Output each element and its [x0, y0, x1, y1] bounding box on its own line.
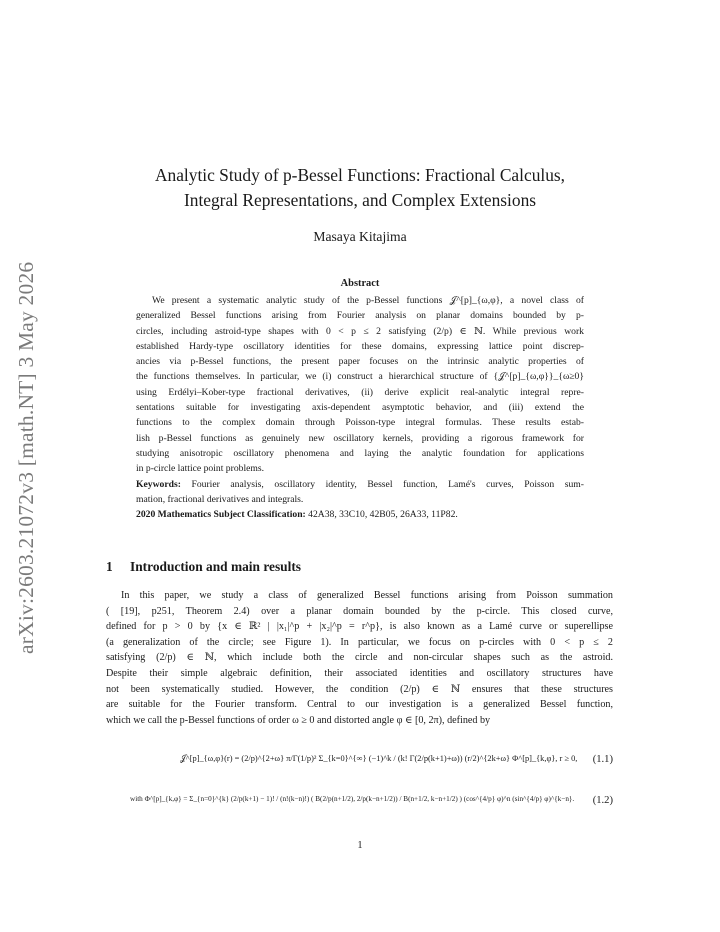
abstract-line: lish p-Bessel functions as genuinely new oscillatory kernels, providing a rigorous framework for [136, 432, 584, 444]
abstract-line: functions to the complex domain through Poisson-type integral formulas. These results estab- [136, 417, 584, 429]
abstract-line: generalized Bessel functions arising from Fourier analysis on planar domains bounded by p- [136, 310, 584, 322]
body-line: (a generalization of the circle; see Figure 1). In particular, we focus on p-circles with 0 < p ≤ 2 [106, 636, 613, 648]
msc-codes: 42A38, 33C10, 42B05, 26A33, 11P82. [308, 509, 458, 521]
page-number: 1 [357, 840, 363, 851]
abstract-line: sentations suitable for investigating axis-dependent asymptotic behavior, and (iii) extend the [136, 402, 584, 414]
equation-2-expression: with Φ^[p]_{k,φ} = Σ_{n=0}^{k} (2/p(k+1) − 1)! / (n!(k−n)!) ( B(2/p(n+1/2), 2/p(k−n+1/2)) / B(n+1/2, k−n+1/2) ) (cos^{4/p} φ)^n (sin^{4/p} φ)^{k−n}. [130, 795, 575, 803]
body-line: not been systematically studied. However, the condition (2/p) ∈ ℕ ensures that these structures [106, 683, 613, 695]
author-name: Masaya Kitajima [313, 229, 407, 244]
section-number: 1 [106, 559, 113, 574]
equation-1 [106, 748, 613, 778]
abstract-body [136, 293, 584, 522]
section-heading [106, 559, 301, 575]
paper-title [110, 163, 610, 213]
body-line: ( [19], p251, Theorem 2.4) over a planar domain bounded by the p-circle. This closed curve, [106, 605, 613, 617]
msc-line [136, 507, 584, 522]
equation-2 [106, 787, 613, 821]
equation-1-number: (1.1) [592, 754, 613, 765]
abstract-line: We present a systematic analytic study of the p-Bessel functions 𝒥^[p]_{ω,φ}, a novel class of [152, 295, 584, 306]
msc-label: 2020 Mathematics Subject Classification: [136, 509, 306, 521]
abstract-line: in p-circle lattice point problems. [136, 463, 265, 475]
keywords-label: Keywords: [136, 478, 181, 490]
abstract-line: the functions themselves. In particular, we (i) construct a hierarchical structure of {𝒥^[p]_{ω,φ}}_{ω≥0} [136, 371, 584, 383]
abstract-line: using Erdélyi–Kober-type fractional derivatives, (ii) derive explicit real-analytic integral repre- [136, 386, 584, 398]
body-line: In this paper, we study a class of generalized Bessel functions arising from Poisson summation [121, 590, 613, 601]
equation-2-number: (1.2) [592, 795, 613, 806]
keywords-continuation: mation, fractional derivatives and integrals. [136, 493, 304, 505]
arxiv-identifier[interactable]: arXiv:2603.21072v3 [math.NT] 3 May 2026 [14, 261, 38, 654]
body-line: defined for p > 0 by {x ∈ ℝ² | |x₁|^p + |x₂|^p = r^p}, is also known as a Lamé curve or superellipse [106, 621, 613, 633]
keywords-line [136, 477, 584, 492]
section-body [106, 588, 613, 728]
equation-1-expression: 𝒥^[p]_{ω,φ}(r) = (2/p)^{2+ω} π/Γ(1/p)² Σ_{k=0}^{∞} (−1)^k / (k! Γ(2/p(k+1)+ω)) (r/2)^{2k+ω} Φ^[p]_{k,φ}, r ≥ 0, [180, 754, 578, 763]
body-line: Despite their simple algebraic definition, their associated identities and oscillatory structures have [106, 667, 613, 679]
title-line-2: Integral Representations, and Complex Extensions [183, 190, 537, 210]
body-line: are suitable for the Fourier transform. Central to our investigation is a generalized Bessel function, [106, 699, 613, 711]
abstract-line: ancies via p-Bessel functions, the present paper focuses on the intrinsic analytic properties of [136, 356, 584, 368]
abstract-line: circles, including astroid-type shapes with 0 < p ≤ 2 satisfying (2/p) ∈ ℕ. While previous work [136, 325, 584, 337]
abstract-heading: Abstract [340, 278, 380, 289]
keywords-text: Fourier analysis, oscillatory identity, Bessel function, Lamé's curves, Poisson sum- [191, 478, 584, 490]
title-line-1: Analytic Study of p-Bessel Functions: Fractional Calculus, [154, 165, 566, 185]
abstract-line: established Hardy-type oscillatory identities for these domains, expressing lattice point discrep- [136, 340, 584, 352]
body-line: satisfying (2/p) ∈ ℕ, which include both the circle and non-circular shapes such as the astroid. [106, 652, 613, 664]
body-line: which we call the p-Bessel functions of order ω ≥ 0 and distorted angle φ ∈ [0, 2π), defined by [106, 714, 491, 726]
abstract-line: studying anisotropic oscillatory phenomena and laying the analytic foundation for applications [136, 447, 584, 459]
section-title: Introduction and main results [130, 559, 302, 574]
